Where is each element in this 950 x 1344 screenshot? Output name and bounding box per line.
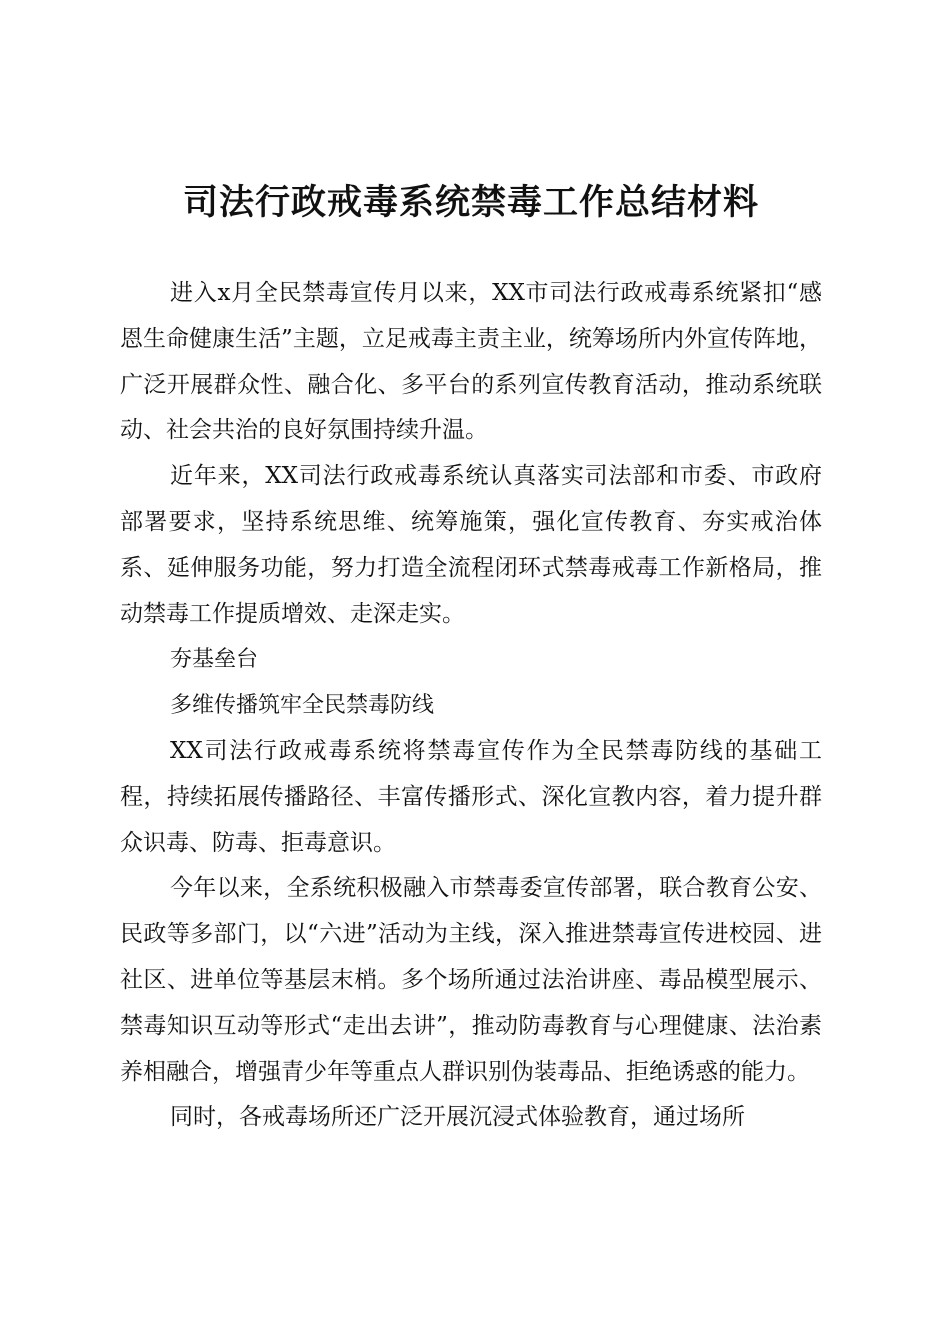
section-heading: 夯基垒台 [170, 647, 259, 673]
document-body [120, 271, 822, 1141]
subsection-heading: 多维传播筑牢全民禁毒防线 [170, 693, 435, 719]
body-paragraph: XX司法行政戒毒系统将禁毒宣传作为全民禁毒防线的基础工程，持续拓展传播路径、丰富传播形式、深化宣教内容，着力提升群众识毒、防毒、拒毒意识。 [120, 737, 822, 856]
overview-paragraph: 近年来，XX司法行政戒毒系统认真落实司法部和市委、市政府部署要求，坚持系统思维、统筹施策，强化宣传教育、夯实戒治体系、延伸服务功能，努力打造全流程闭环式禁毒戒毒工作新格局，推动禁毒工作提质增效、走深走实。 [120, 463, 822, 627]
body-paragraph: 同时，各戒毒场所还广泛开展沉浸式体验教育，通过场所 [170, 1104, 745, 1131]
document-page [120, 0, 822, 1344]
document-title: 司法行政戒毒系统禁毒工作总结材料 [182, 182, 759, 223]
body-paragraph: 今年以来，全系统积极融入市禁毒委宣传部署，联合教育公安、民政等多部门，以“六进”活动为主线，深入推进禁毒宣传进校园、进社区、进单位等基层末梢。多个场所通过法治讲座、毒品模型展示、禁毒知识互动等形式“走出去讲”，推动防毒教育与心理健康、法治素养相融合，增强青少年等重点人群识别伪装毒品、拒绝诱惑的能力。 [120, 875, 822, 1085]
intro-paragraph: 进入x月全民禁毒宣传月以来，XX市司法行政戒毒系统紧扣“感恩生命健康生活”主题，立足戒毒主责主业，统筹场所内外宣传阵地，广泛开展群众性、融合化、多平台的系列宣传教育活动，推动系统联动、社会共治的良好氛围持续升温。 [120, 280, 822, 444]
